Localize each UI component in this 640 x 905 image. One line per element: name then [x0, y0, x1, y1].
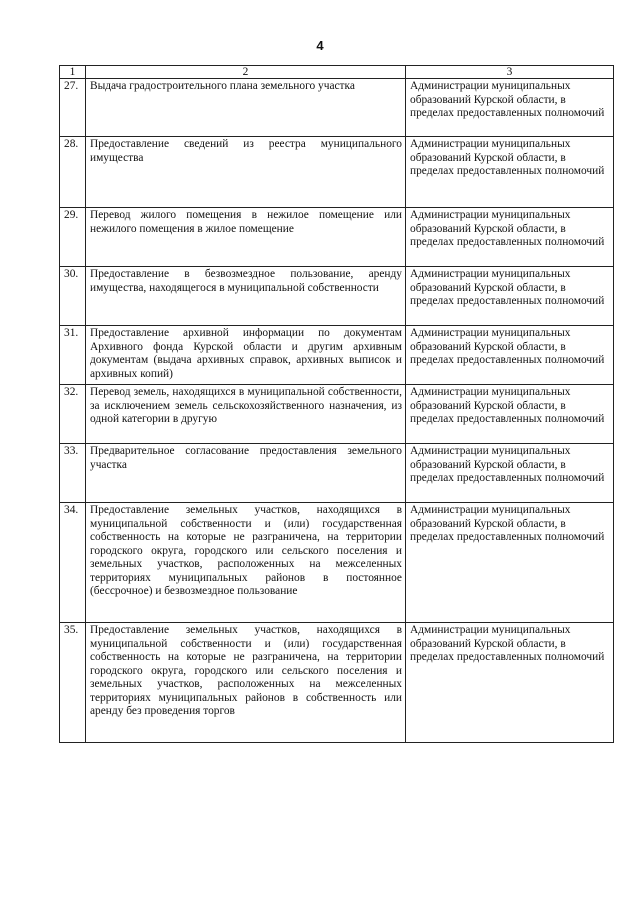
service-name: Перевод земель, находящихся в муниципальной собственности, за исключением земель сельскохозяйственного назначения, из одной категории в другую — [86, 385, 406, 444]
services-table — [59, 65, 614, 743]
row-number: 35. — [60, 623, 86, 743]
table-row — [60, 208, 614, 267]
row-number: 32. — [60, 385, 86, 444]
service-name: Предоставление сведений из реестра муниципального имущества — [86, 137, 406, 208]
responsible-authority: Администрации муниципальных образований Курской области, в пределах предоставленных полномочий — [406, 208, 614, 267]
service-name: Предоставление в безвозмездное пользование, аренду имущества, находящегося в муниципальной собственности — [86, 267, 406, 326]
table-header-row — [60, 66, 614, 79]
row-number: 33. — [60, 444, 86, 503]
row-number: 29. — [60, 208, 86, 267]
service-name: Предварительное согласование предоставления земельного участка — [86, 444, 406, 503]
table-row — [60, 444, 614, 503]
header-cell-authority: 3 — [406, 66, 614, 79]
row-number: 28. — [60, 137, 86, 208]
table-row — [60, 137, 614, 208]
responsible-authority: Администрации муниципальных образований Курской области, в пределах предоставленных полномочий — [406, 503, 614, 623]
responsible-authority: Администрации муниципальных образований Курской области, в пределах предоставленных полномочий — [406, 79, 614, 137]
header-cell-number: 1 — [60, 66, 86, 79]
page-number: 4 — [316, 38, 324, 53]
row-number: 34. — [60, 503, 86, 623]
responsible-authority: Администрации муниципальных образований Курской области, в пределах предоставленных полномочий — [406, 385, 614, 444]
responsible-authority: Администрации муниципальных образований Курской области, в пределах предоставленных полномочий — [406, 137, 614, 208]
table-row — [60, 267, 614, 326]
table-row — [60, 385, 614, 444]
row-number: 30. — [60, 267, 86, 326]
header-cell-service: 2 — [86, 66, 406, 79]
service-name: Предоставление земельных участков, находящихся в муниципальной собственности и (или) государственная собственность на которые не разграничена, на территории городского округа, городского или сельского поселения и земельных участков, расположенных на межселенных территориях муниципальных районов в постоянное (бессрочное) и безвозмездное пользование — [86, 503, 406, 623]
responsible-authority: Администрации муниципальных образований Курской области, в пределах предоставленных полномочий — [406, 267, 614, 326]
responsible-authority: Администрации муниципальных образований Курской области, в пределах предоставленных полномочий — [406, 623, 614, 743]
table-row — [60, 503, 614, 623]
table-row — [60, 623, 614, 743]
service-name: Предоставление архивной информации по документам Архивного фонда Курской области и другим архивным документам (выдача архивных справок, архивных выписок и архивных копий) — [86, 326, 406, 385]
service-name: Выдача градостроительного плана земельного участка — [86, 79, 406, 137]
table-row — [60, 79, 614, 137]
row-number: 27. — [60, 79, 86, 137]
service-name: Предоставление земельных участков, находящихся в муниципальной собственности и (или) государственная собственность на которые не разграничена, на территории городского округа, городского или сельского поселения и земельных участков, расположенных на межселенных территориях муниципальных районов в собственность или аренду без проведения торгов — [86, 623, 406, 743]
responsible-authority: Администрации муниципальных образований Курской области, в пределах предоставленных полномочий — [406, 326, 614, 385]
table-row — [60, 326, 614, 385]
service-name: Перевод жилого помещения в нежилое помещение или нежилого помещения в жилое помещение — [86, 208, 406, 267]
row-number: 31. — [60, 326, 86, 385]
responsible-authority: Администрации муниципальных образований Курской области, в пределах предоставленных полномочий — [406, 444, 614, 503]
